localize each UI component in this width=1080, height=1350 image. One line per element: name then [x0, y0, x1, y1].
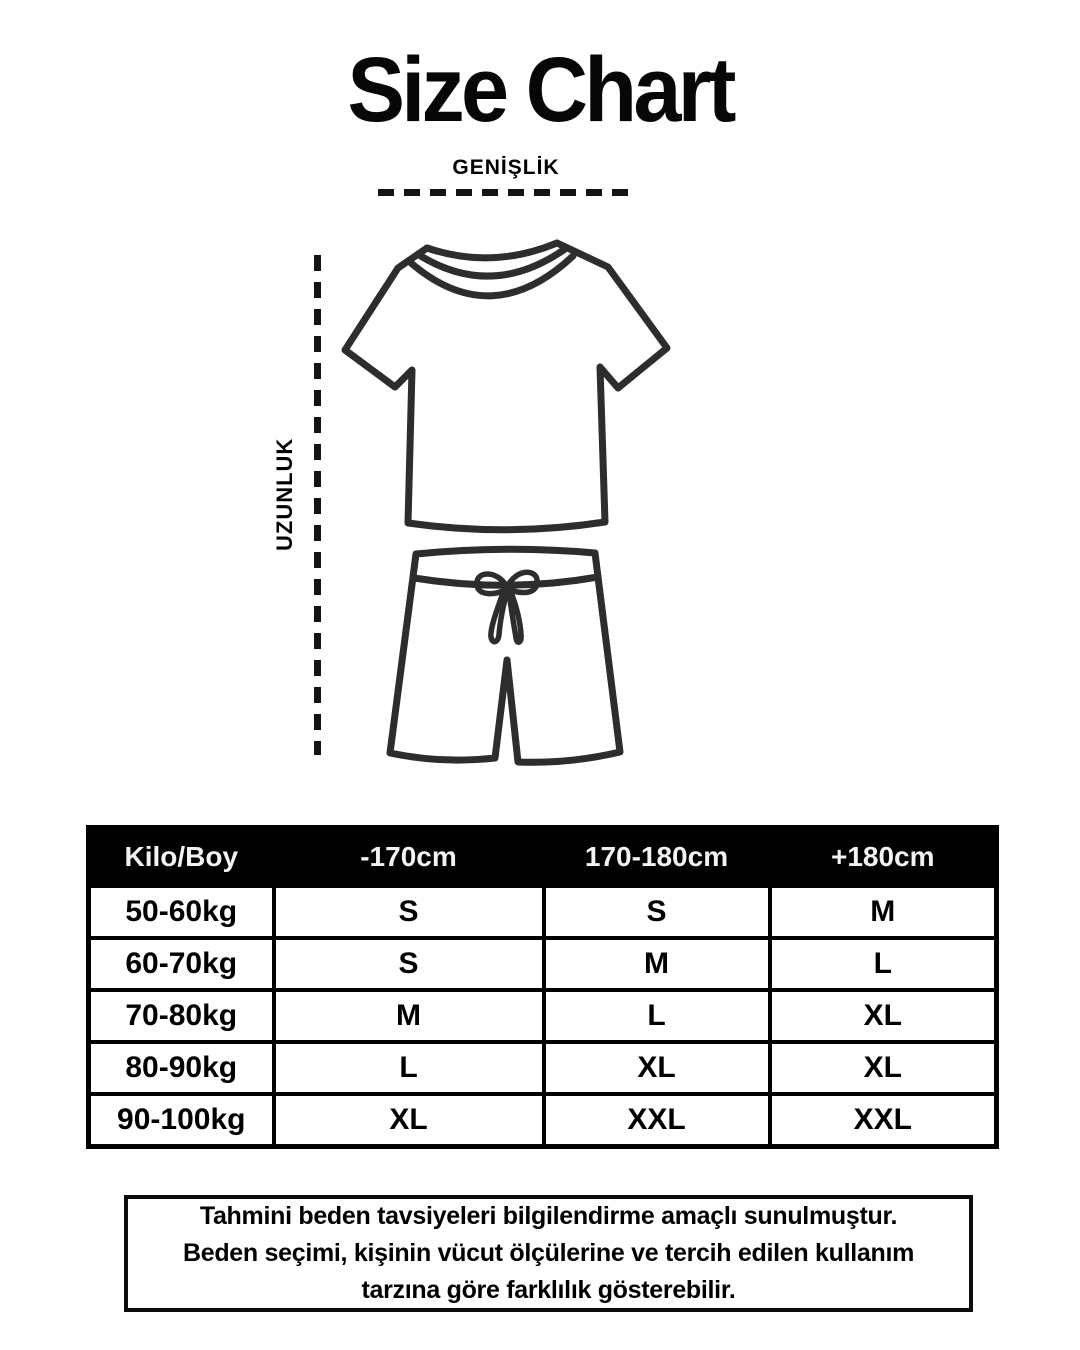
size-cell: XXL [544, 1094, 770, 1147]
disclaimer-box [124, 1195, 973, 1312]
disclaimer-line: Tahmini beden tavsiyeleri bilgilendirme amaçlı sunulmuştur. [199, 1202, 898, 1230]
shorts-outline-icon [379, 543, 625, 771]
size-cell: S [544, 886, 770, 938]
size-table-row [89, 990, 997, 1042]
size-table-row [89, 1042, 997, 1094]
size-table-row [89, 938, 997, 990]
width-dashed-line [378, 189, 632, 196]
size-cell: XL [544, 1042, 770, 1094]
size-cell: XL [770, 990, 997, 1042]
header-cell-kilo-boy: Kilo/Boy [89, 828, 274, 887]
size-cell: L [544, 990, 770, 1042]
length-axis-label: UZUNLUK [272, 437, 297, 551]
size-table-row [89, 886, 997, 938]
size-cell: S [274, 886, 544, 938]
weight-range-cell: 70-80kg [89, 990, 274, 1042]
header-cell-under-170: -170cm [274, 828, 544, 887]
size-cell: XXL [770, 1094, 997, 1147]
weight-range-cell: 80-90kg [89, 1042, 274, 1094]
weight-range-cell: 60-70kg [89, 938, 274, 990]
size-cell: XL [274, 1094, 544, 1147]
header-cell-over-180: +180cm [770, 828, 997, 887]
size-cell: L [274, 1042, 544, 1094]
size-cell: XL [770, 1042, 997, 1094]
length-dashed-line [314, 255, 321, 755]
size-cell: S [274, 938, 544, 990]
size-cell: M [770, 886, 997, 938]
page-title: Size Chart [347, 39, 733, 141]
header-cell-170-180: 170-180cm [544, 828, 770, 887]
width-axis-label: GENİŞLİK [452, 156, 560, 179]
size-table-row [89, 1094, 997, 1147]
weight-range-cell: 90-100kg [89, 1094, 274, 1147]
disclaimer-line: tarzına göre farklılık gösterebilir. [361, 1276, 736, 1304]
tshirt-outline-icon [339, 232, 673, 539]
size-cell: M [544, 938, 770, 990]
disclaimer-line: Beden seçimi, kişinin vücut ölçülerine ve tercih edilen kullanım [182, 1239, 915, 1267]
size-cell: L [770, 938, 997, 990]
size-table [86, 825, 999, 1149]
size-cell: M [274, 990, 544, 1042]
weight-range-cell: 50-60kg [89, 886, 274, 938]
size-table-header-row [89, 828, 997, 887]
